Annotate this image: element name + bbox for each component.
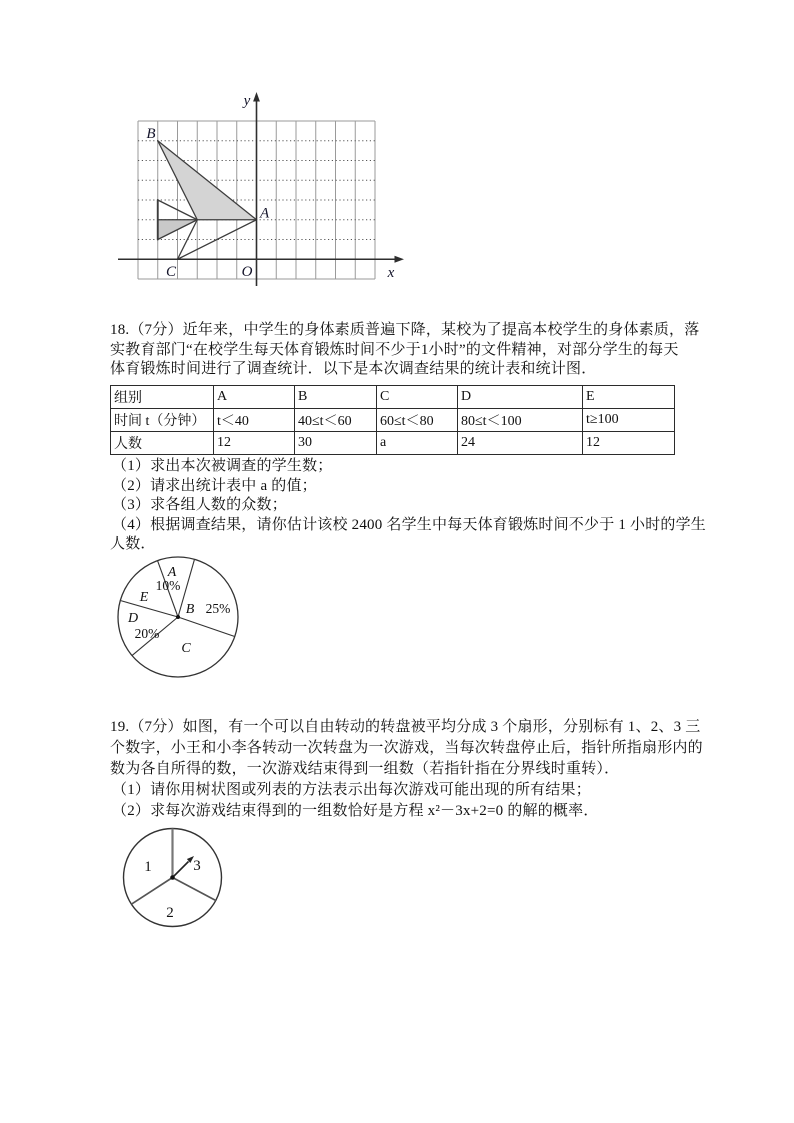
y-axis-label: y [243,93,251,109]
table-cell: D [458,386,583,409]
spinner-figure [110,820,240,938]
table-cell: 24 [458,432,583,455]
pie-center-dot [176,615,180,619]
table-row-count [111,432,675,455]
table-cell: A [214,386,295,409]
pie-pct-d: 20% [134,626,160,641]
table-cell: 组别 [111,386,214,409]
table-row-group [111,386,675,409]
table-cell: 时间 t（分钟） [111,409,214,432]
x-axis-label: x [387,265,395,281]
spinner-pointer [173,862,189,878]
table-cell: t≥100 [583,409,675,432]
spinner-sector-2: 2 [166,905,174,921]
q18-sub-1: （1）求出本次被调查的学生数； [112,458,333,474]
q18-subquestions [112,457,706,555]
q18-statistics-table [110,385,675,455]
q18-sub-4: （4）根据调查结果，请你估计该校 2400 名学生中每天体育锻炼时间不少于 1 小时的学生 [112,516,707,533]
pie-pct-a: 10% [155,578,181,593]
q18-line-2: 实教育部门“在校学生每天体育锻炼时间不少于1小时”的文件精神，对部分学生的每天 [110,341,679,358]
x-axis-arrow-icon [395,256,405,263]
pie-boundary-b-c [178,617,235,637]
table-cell: 人数 [111,432,214,455]
table-cell: 12 [583,432,675,455]
spinner-sector-3: 3 [193,858,201,874]
q19-sub-2: （2）求每次游戏结束得到的一组数恰好是方程 x²－3x+2=0 的解的概率． [112,803,599,819]
q19-sub-1: （1）请你用树状图或列表的方法表示出每次游戏可能出现的所有结果； [112,782,591,798]
table-cell: B [295,386,377,409]
table-cell: 40≤t＜60 [295,409,377,432]
pie-chart [108,546,253,686]
table-cell: E [583,386,675,409]
q18-line-3: 体育锻炼时间进行了调查统计．以下是本次调查结果的统计表和统计图． [110,361,597,377]
table-cell: a [377,432,458,455]
point-label-b: B [146,126,156,142]
pie-label-d: D [127,611,139,626]
point-label-c: C [165,264,177,280]
q19-line-2: 个数字，小王和小李各转动一次转盘为一次游戏，当每次转盘停止后，指针所指扇形内的 [110,740,703,756]
spinner-center-dot [170,875,175,880]
spinner-divider-left [131,878,172,905]
pie-label-a: A [167,565,177,580]
table-cell: t＜40 [214,409,295,432]
q19-line-1: 19.（7分）如图，有一个可以自由转动的转盘被平均分成 3 个扇形，分别标有 1、2、3 三 [110,719,701,735]
table-cell: 80≤t＜100 [458,409,583,432]
coordinate-grid-figure [108,88,408,298]
pie-label-c: C [181,641,191,656]
pie-pct-b: 25% [205,601,231,616]
q18-paragraph [110,321,699,380]
table-row-time [111,409,675,432]
origin-label: O [241,264,253,280]
q18-line-1: 18.（7分）近年来，中学生的身体素质普遍下降，某校为了提高本校学生的身体素质，落 [110,322,700,338]
point-label-a: A [260,205,270,222]
q18-sub-2: （2）请求出统计表中 a 的值； [112,477,317,494]
q19-paragraph [110,717,703,822]
table-cell: 60≤t＜80 [377,409,458,432]
q19-line-3: 数为各自所得的数，一次游戏结束得到一组数（若指针指在分界线时重转）． [110,761,620,777]
y-axis-arrow-icon [253,92,260,102]
spinner-sector-1: 1 [144,859,152,875]
table-cell: C [377,386,458,409]
q18-sub-3: （3）求各组人数的众数； [112,497,287,513]
table-cell: 30 [295,432,377,455]
spinner-divider-right [173,878,216,901]
pie-label-b: B [185,602,195,617]
q18-sub-4-cont: 人数． [110,536,156,552]
table-cell: 12 [214,432,295,455]
pie-label-e: E [139,590,149,605]
